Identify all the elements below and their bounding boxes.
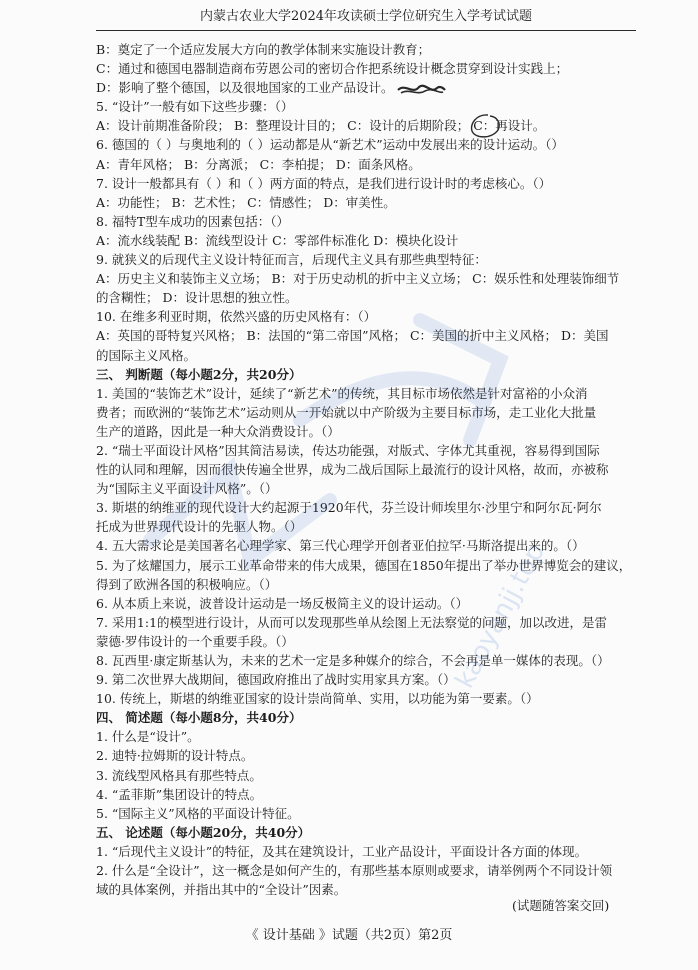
question-line: 7. 采用1:1的模型进行设计，从而可以发现那些单从绘图上无法察觉的问题，加以改进，是雷: [96, 614, 608, 630]
question-line: B：奠定了一个适应发展大方向的教学体制来实施设计教育；: [96, 42, 431, 57]
question-line: 生产的道路，因此是一种大众消费设计。（）: [96, 423, 340, 439]
question-line: 5. “设计”一般有如下这些步骤：（）: [96, 99, 294, 115]
question-line: 2. 迪特·拉姆斯的设计特点。: [96, 748, 254, 764]
question-line: 3. 斯堪的纳维亚的现代设计大约起源于1920年代，芬兰设计师埃里尔·沙里宁和阿尔瓦·阿尔: [96, 500, 602, 516]
page-header: [96, 4, 636, 31]
page-title: 内蒙古农业大学2024年攻读硕士学位研究生入学考试试题: [199, 9, 533, 24]
section-heading: 五、 论述题（每小题20分，共40分）: [96, 824, 311, 840]
question-line: 1. “后现代主义设计”的特征，及其在建筑设计，工业产品设计，平面设计各方面的体现。: [96, 843, 588, 859]
question-line: 的含糊性； D：设计思想的独立性。: [96, 290, 298, 306]
question-line: A：流水线装配 B：流线型设计 C：零部件标准化 D：模块化设计: [96, 232, 459, 248]
section-heading: 三、 判断题（每小题2分，共20分）: [96, 366, 302, 382]
question-line: A：青年风格； B：分离派； C：李柏提； D：面条风格。: [96, 156, 421, 172]
exam-body: [96, 40, 630, 899]
question-line: 10. 传统上，斯堪的纳维亚国家的设计崇尚简单、实用，以功能为第一要素。（）: [96, 691, 539, 707]
question-line: 7. 设计一般都具有（ ）和（ ）两方面的特点，是我们进行设计时的考虑核心。（）: [96, 175, 552, 191]
watermark-text: kaoyanjj.top: [449, 538, 552, 694]
question-line: 5. “国际主义”风格的平面设计特征。: [96, 805, 300, 821]
question-line: 4. “孟菲斯”集团设计的特点。: [96, 786, 263, 802]
question-line: A：功能性； B：艺术性； C：情感性； D：审美性。: [96, 194, 396, 210]
question-line: A：设计前期准备阶段； B：整理设计目的； C：设计的后期阶段； C：再设计。: [96, 118, 546, 134]
question-line: 8. 瓦西里·康定斯基认为，未来的艺术一定是多种媒介的综合，不会再是单一媒体的表现。（）: [96, 653, 610, 668]
question-line: 3. 流线型风格具有那些特点。: [96, 767, 262, 783]
question-line: 8. 福特T型车成功的因素包括：（）: [96, 213, 289, 229]
question-line: 6. 从本质上来说，波普设计运动是一场反极简主义的设计运动。（）: [96, 595, 469, 611]
question-line: 域的具体案例，并指出其中的“全设计”因素。: [96, 882, 347, 898]
question-line: 托成为世界现代设计的先驱人物。（）: [96, 519, 303, 535]
question-line: 6. 德国的（ ）与奥地利的（ ）运动都是从“新艺术”运动中发展出来的设计运动。（）: [96, 137, 564, 153]
question-line: 10. 在维多利亚时期，依然兴盛的历史风格有：（）: [96, 309, 377, 325]
question-line: 的国际主义风格。: [96, 347, 197, 363]
question-line: 5. 为了炫耀国力，展示工业革命带来的伟大成果，德国在1850年提出了举办世界博览会的建议，: [96, 557, 632, 573]
question-line: 性的认同和理解，因而很快传遍全世界，成为二战后国际上最流行的设计风格，故而，亦被称: [96, 462, 609, 478]
question-line: 费者；而欧洲的“装饰艺术”运动则从一开始就以中产阶级为主要目标市场，走工业化大批量: [96, 404, 597, 420]
question-line: 为“国际主义平面设计风格”。（）: [96, 481, 278, 497]
question-line: 蒙德·罗伟设计的一个重要手段。（）: [96, 633, 294, 649]
handwritten-circle-mark: [468, 112, 502, 140]
question-line: 9. 就狭义的后现代主义设计特征而言，后现代主义具有那些典型特征：: [96, 252, 487, 268]
question-line: D：影响了整个德国，以及很地国家的工业产品设计。: [96, 80, 394, 96]
question-line: 得到了欧洲各国的积极响应。（）: [96, 576, 278, 592]
page-footer: 《 设计基础 》试题（共2页）第2页: [245, 928, 453, 943]
question-line: C：通过和德国电器制造商布劳恩公司的密切合作把系统设计概念贯穿到设计实践上；: [96, 61, 569, 77]
handwritten-scribble: [395, 80, 447, 98]
section-heading: 四、 简述题（每小题8分，共40分）: [96, 710, 302, 726]
return-note: (试题随答案交回): [512, 898, 610, 913]
question-line: 2. “瑞士平面设计风格”因其简洁易读，传达功能强，对版式、字体尤其重视，容易得到国际: [96, 442, 600, 458]
question-line: A：历史主义和装饰主义立场； B：对于历史动机的折中主义立场； C：娱乐性和处理装饰细节: [96, 271, 620, 287]
question-line: A：英国的哥特复兴风格； B：法国的“第二帝国”风格； C：美国的折中主义风格； D：美国: [96, 328, 609, 344]
question-line: 2. 什么是“全设计”，这一概念是如何产生的，有那些基本原则或要求，请举例两个不同设计领: [96, 863, 613, 879]
question-line: 4. 五大需求论是美国著名心理学家、第三代心理学开创者亚伯拉罕·马斯洛提出来的。（）: [96, 538, 585, 554]
question-line: 1. 美国的“装饰艺术”设计，延续了“新艺术”的传统，其目标市场依然是针对富裕的小众消: [96, 385, 588, 401]
question-line: 9. 第二次世界大战期间，德国政府推出了战时实用家具方案。（）: [96, 672, 456, 688]
question-line: 1. 什么是“设计”。: [96, 729, 200, 745]
